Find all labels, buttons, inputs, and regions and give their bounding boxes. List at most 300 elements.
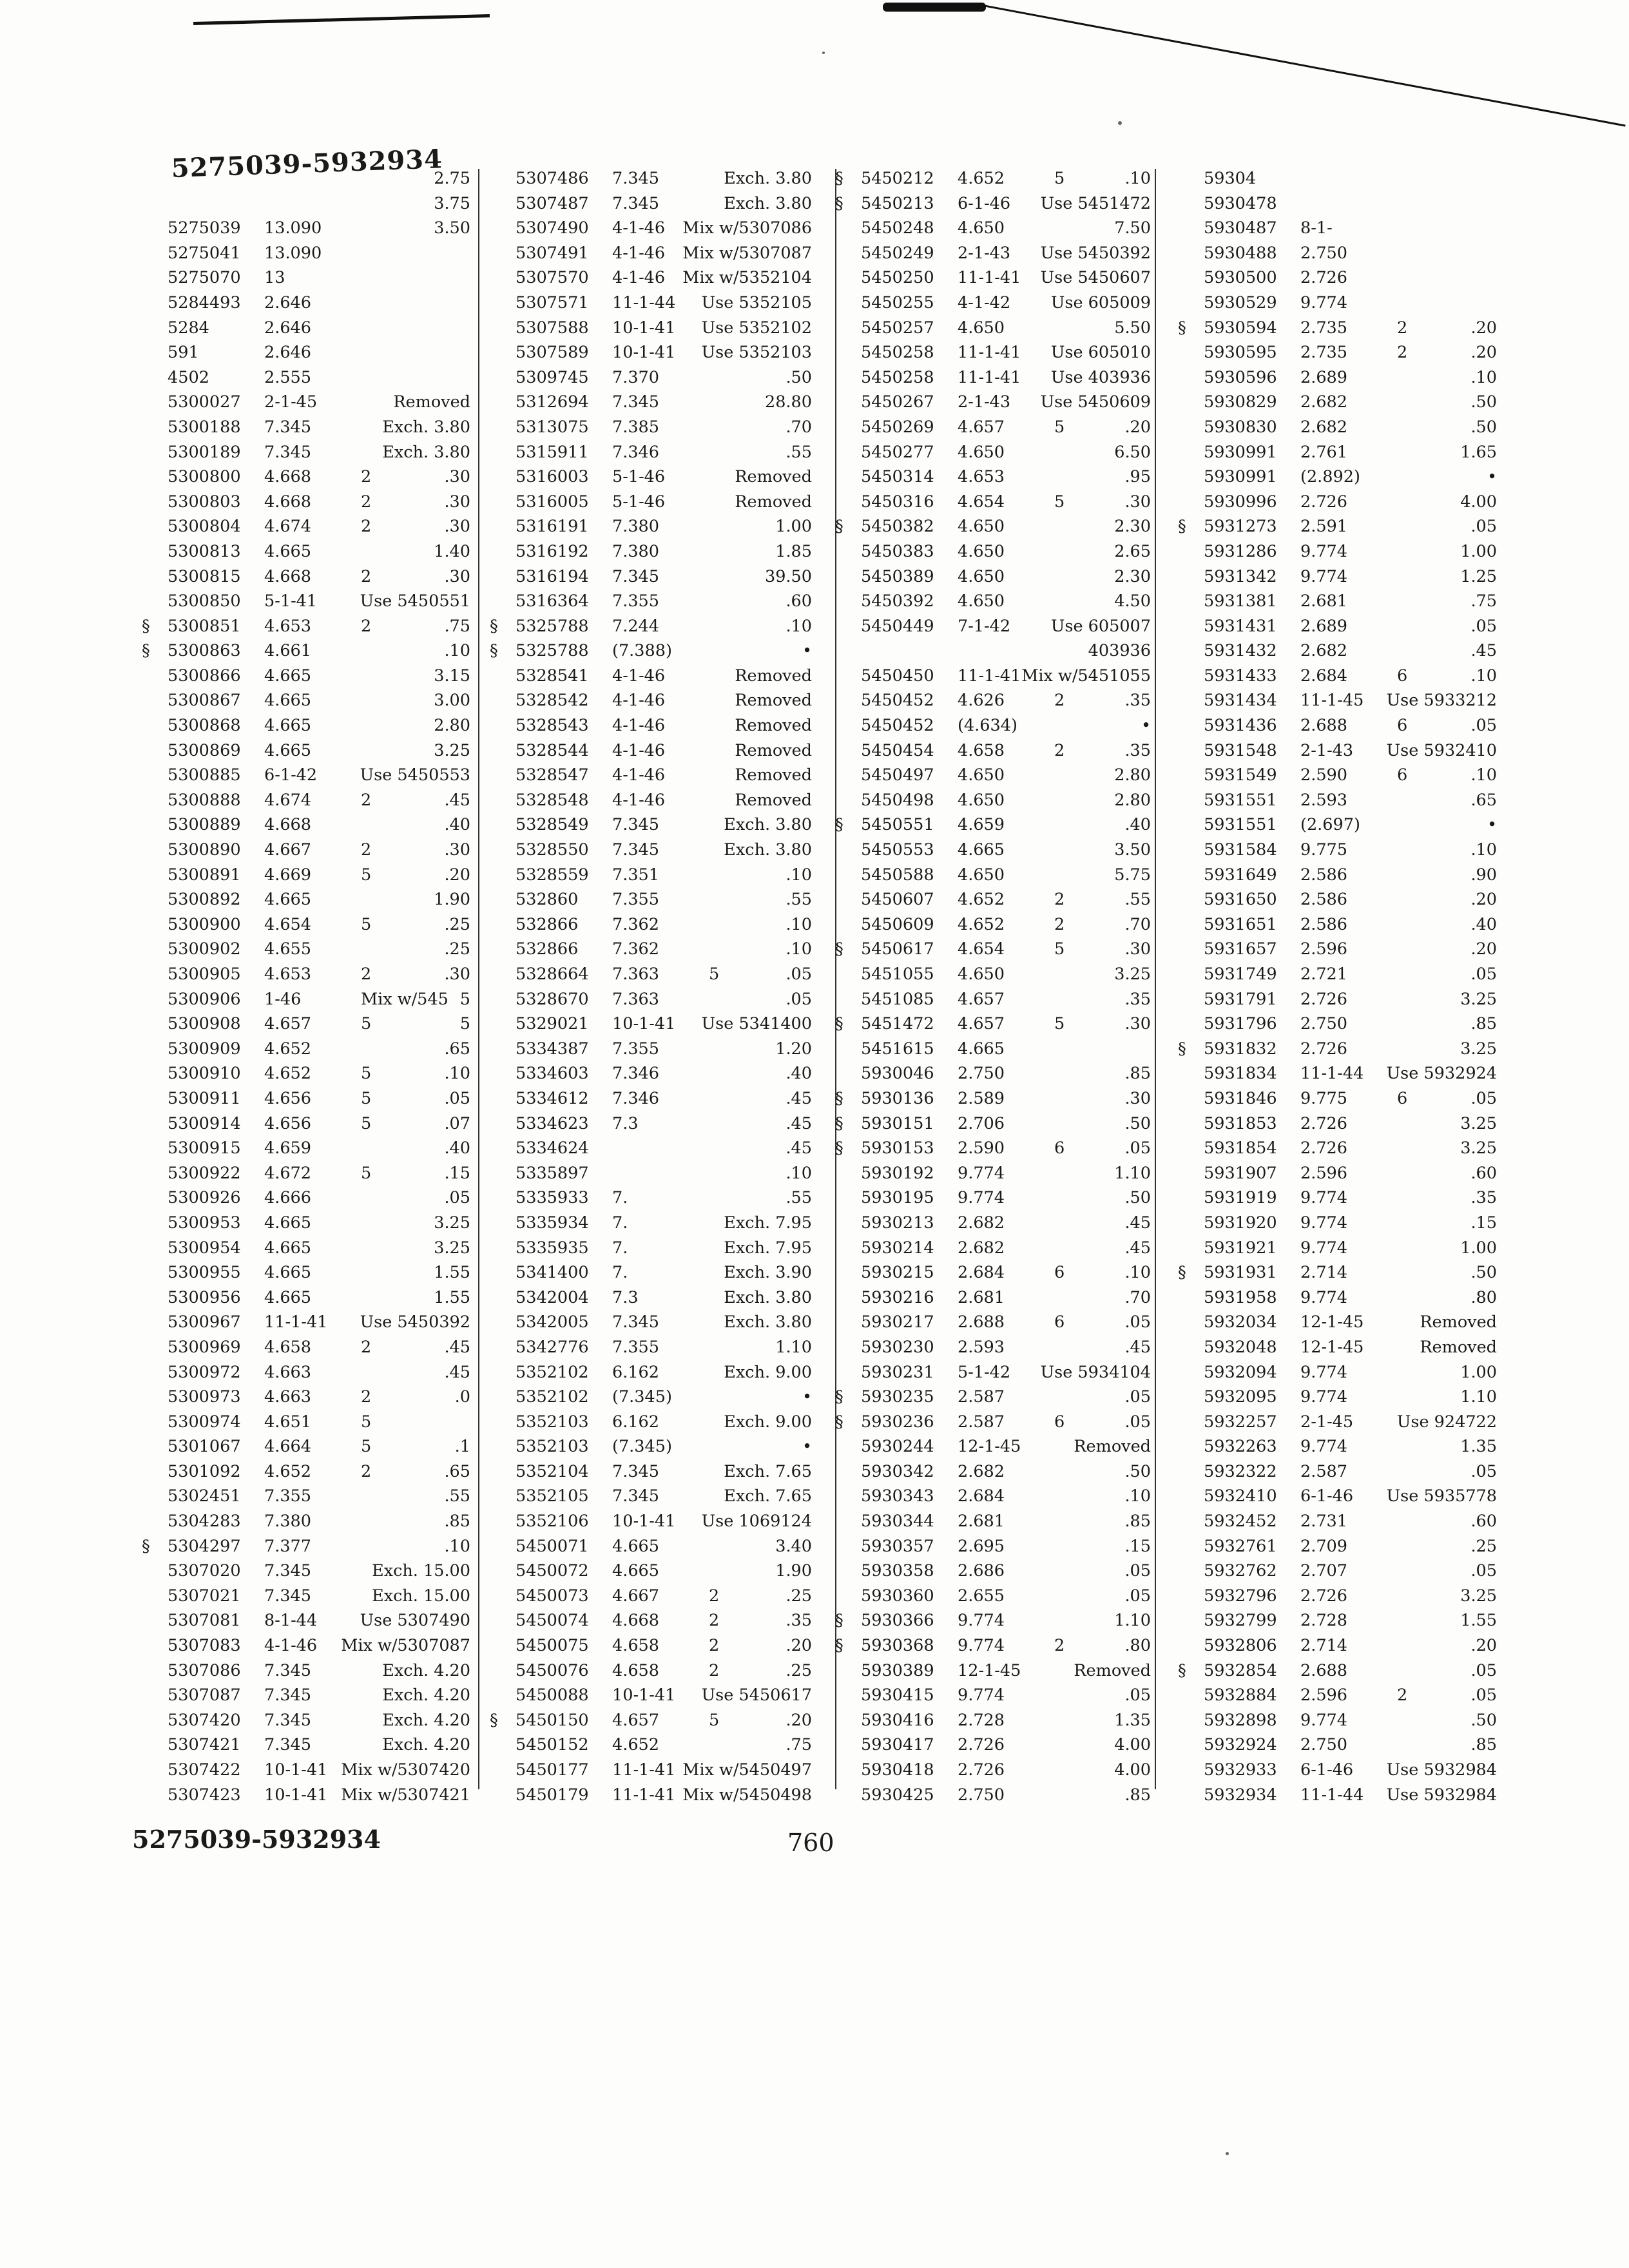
price-or-note: 5.75 [1114,865,1151,885]
price-code-or-date: 7.345 [264,1735,312,1755]
price-code-or-date: 4.652 [612,1735,660,1755]
price-code-or-date: 7.345 [264,1561,312,1581]
price-code-or-date: 4.652 [958,890,1005,910]
part-number: 5300815 [168,566,241,586]
price-code-or-date: 4.626 [958,691,1005,711]
price-or-note: • [802,1437,812,1457]
price-code-or-date: 2.593 [1300,790,1348,810]
price-or-note: 1.25 [1460,566,1497,586]
price-or-note: .40 [1470,914,1497,934]
price-code-or-date: 2.591 [1300,517,1348,537]
price-code-or-date: 7.385 [612,417,660,437]
price-code-or-date: 2.726 [1300,492,1348,512]
table-row [516,788,812,813]
part-number: 5275039 [168,218,241,238]
part-number: 59304 [1204,169,1257,188]
price-code-or-date: 4.668 [612,1611,660,1631]
table-row [516,1484,812,1509]
price-or-note: .1 [454,1437,470,1457]
price-or-note: Use 5933212 [1386,691,1497,711]
price-or-note: Use 5450607 [1040,268,1151,288]
table-row [168,738,470,764]
price-or-note: .45 [1124,1213,1151,1233]
part-number: 5316005 [516,492,589,512]
price-code-or-date: 4.665 [264,1263,312,1283]
table-row [516,1783,812,1808]
part-number: 5328541 [516,666,589,686]
table-row [168,191,470,216]
table-row [516,812,812,838]
part-number: 5930217 [861,1312,934,1332]
part-number: 5284 [168,318,209,338]
price-or-note: .05 [786,989,812,1009]
price-code-or-date: 2.728 [1300,1611,1348,1631]
price-or-note: .10 [786,939,812,959]
price-code-or-date: 7.380 [264,1512,312,1532]
price-code-or-date: 7.346 [612,442,660,462]
price-code-or-date: 10-1-41 [612,318,676,338]
group-number: 2 [361,790,372,810]
price-or-note: Exch. 3.80 [724,193,812,213]
part-number: 5932095 [1204,1387,1277,1407]
price-code-or-date: 2.731 [1300,1512,1348,1532]
price-or-note: Exch. 7.65 [724,1461,812,1481]
part-number: 5335897 [516,1163,589,1183]
price-or-note: 1.10 [1460,1387,1497,1407]
part-number: 5300027 [168,392,241,412]
table-row [1204,1484,1497,1509]
part-number: 5931433 [1204,666,1277,686]
price-code-or-date: 4.650 [958,517,1005,537]
section-mark: § [835,815,843,835]
table-row [168,987,470,1012]
price-or-note: Removed [735,691,812,711]
table-row [516,1186,812,1211]
price-or-note: .85 [1124,1785,1151,1805]
part-number: 5930235 [861,1387,934,1407]
price-or-note: Use 605009 [1050,293,1151,312]
price-code-or-date: 2.689 [1300,367,1348,387]
part-number: 5307083 [168,1636,241,1656]
price-or-note: 2.80 [1114,765,1151,785]
price-code-or-date: 7.377 [264,1536,312,1556]
table-row [861,1061,1151,1086]
price-or-note: .70 [1124,1287,1151,1307]
part-number: 5931657 [1204,939,1277,959]
part-number: 5930830 [1204,417,1277,437]
price-or-note: Removed [735,666,812,686]
price-code-or-date: 4.669 [264,865,312,885]
column-rule [1155,169,1156,1789]
table-row [168,415,470,440]
price-code-or-date: 2.726 [1300,1113,1348,1133]
part-number: 5300953 [168,1213,241,1233]
price-or-note: .75 [1470,591,1497,611]
price-code-or-date: 7.380 [612,541,660,561]
price-or-note: Exch. 9.00 [724,1362,812,1382]
price-code-or-date: (7.345) [612,1437,672,1457]
group-number: 2 [361,1387,372,1407]
price-or-note: Mix w/5307087 [682,243,812,263]
part-number: 5301067 [168,1437,241,1457]
price-or-note: .30 [444,492,470,512]
group-number: 2 [1054,740,1065,760]
part-number: 5930343 [861,1486,934,1506]
part-number: 5302451 [168,1486,241,1506]
price-code-or-date: 11-1-41 [958,268,1021,288]
price-code-or-date: 7.345 [612,840,660,860]
part-number: 5313075 [516,417,589,437]
price-code-or-date: 2.750 [958,1785,1005,1805]
price-code-or-date: 4-1-46 [612,691,666,711]
price-or-note: .10 [786,865,812,885]
table-row [168,1285,470,1311]
part-number: 5450454 [861,740,934,760]
table-row [516,1335,812,1360]
price-code-or-date: 4.652 [264,1461,312,1481]
price-code-or-date: 5-1-46 [612,492,666,512]
section-mark: § [835,1611,843,1631]
group-number: 2 [361,1461,372,1481]
price-code-or-date: 2.706 [958,1113,1005,1133]
price-code-or-date: 7.355 [264,1486,312,1506]
table-row [516,1584,812,1609]
price-or-note: 2.30 [1114,566,1151,586]
table-row [516,1136,812,1161]
table-row [861,614,1151,639]
table-row [861,390,1151,415]
part-number: 5316003 [516,467,589,487]
price-code-or-date: 12-1-45 [1300,1337,1364,1357]
table-row [168,1161,470,1186]
part-number: 5307423 [168,1785,241,1805]
table-row [516,1086,812,1111]
table-row [168,812,470,838]
table-row [516,1683,812,1708]
price-code-or-date: 2.688 [1300,716,1348,736]
price-or-note: .65 [444,1039,470,1059]
price-or-note: .75 [786,1735,812,1755]
part-number: 5932799 [1204,1611,1277,1631]
table-row [861,688,1151,713]
price-code-or-date: 2.750 [1300,1014,1348,1034]
price-code-or-date: 2.596 [1300,1686,1348,1706]
price-or-note: .35 [1124,989,1151,1009]
price-code-or-date: 2.681 [958,1512,1005,1532]
table-row [168,912,470,937]
price-or-note: • [802,1387,812,1407]
group-number: 2 [361,1337,372,1357]
price-code-or-date: 7.345 [612,815,660,835]
table-row [168,937,470,962]
price-code-or-date: 6.162 [612,1362,660,1382]
table-row [1204,1534,1497,1559]
price-or-note: Removed [1420,1312,1497,1332]
part-number: 5300926 [168,1188,241,1208]
part-number: 5932924 [1204,1735,1277,1755]
part-number: 5450452 [861,691,934,711]
price-code-or-date: 2.681 [1300,591,1348,611]
price-code-or-date: 10-1-41 [264,1785,328,1805]
part-number: 5352104 [516,1461,589,1481]
part-number: 5931920 [1204,1213,1277,1233]
price-code-or-date: 5-1-41 [264,591,318,611]
part-number: 5451472 [861,1014,934,1034]
part-number: 5300869 [168,740,241,760]
table-row [142,1534,470,1559]
part-number: 5930136 [861,1088,934,1108]
price-code-or-date: 2.587 [1300,1461,1348,1481]
table-row [516,191,812,216]
part-number: 5450316 [861,492,934,512]
part-number: 5930829 [1204,392,1277,412]
price-or-note: 3.25 [1460,1039,1497,1059]
part-number: 5307487 [516,193,589,213]
price-code-or-date: 7.380 [612,517,660,537]
part-number: 5450072 [516,1561,589,1581]
table-row [1204,1012,1497,1037]
table-row [1204,912,1497,937]
part-number: 5334612 [516,1088,589,1108]
part-number: 5450588 [861,865,934,885]
part-number: 5300188 [168,417,241,437]
table-row [516,1559,812,1584]
table-row [516,390,812,415]
table-row [168,1509,470,1534]
part-number: 4502 [168,367,209,387]
price-or-note: .30 [444,840,470,860]
price-or-note: Exch. 3.80 [724,815,812,835]
section-mark: § [835,1139,843,1158]
price-code-or-date: 2.586 [1300,865,1348,885]
table-row [861,1708,1151,1733]
price-or-note: .45 [444,1362,470,1382]
table-row [168,1260,470,1285]
price-or-note: 1.40 [434,541,470,561]
price-code-or-date: 2.707 [1300,1561,1348,1581]
table-row [516,340,812,365]
price-or-note: .35 [1124,740,1151,760]
table-row [1204,1360,1497,1385]
group-number: 2 [709,1636,720,1656]
price-or-note: Exch. 4.20 [382,1686,470,1706]
table-row [168,1733,470,1758]
table-row [1204,1186,1497,1211]
table-row [168,316,470,341]
price-or-note: .10 [1124,1263,1151,1283]
part-number: 5450392 [861,591,934,611]
table-row [168,291,470,316]
part-number: 5450177 [516,1760,589,1780]
part-number: 5450277 [861,442,934,462]
price-code-or-date: 4.664 [264,1437,312,1457]
price-or-note: .20 [1470,890,1497,910]
part-number: 5300803 [168,492,241,512]
price-or-note: 5 [459,1014,470,1034]
price-or-note: 4.00 [1114,1760,1151,1780]
table-row [1204,639,1497,664]
price-or-note: 1.55 [434,1287,470,1307]
price-or-note: Exch. 4.20 [382,1735,470,1755]
table-row [168,1086,470,1111]
part-number: 5932452 [1204,1512,1277,1532]
section-mark: § [835,1014,843,1034]
price-or-note: .10 [1124,1486,1151,1506]
table-row [168,465,470,490]
price-code-or-date: 2.590 [958,1139,1005,1158]
part-number: 5284493 [168,293,241,312]
part-number: 5450071 [516,1536,589,1556]
price-or-note: Mix w/5352104 [682,268,812,288]
part-number: 5307420 [168,1710,241,1730]
price-code-or-date: 4.667 [612,1586,660,1606]
price-code-or-date: 7.345 [264,1660,312,1680]
part-number: 5450212 [861,169,934,188]
part-number: 5931796 [1204,1014,1277,1034]
table-row [168,1484,470,1509]
part-number: 5352103 [516,1412,589,1432]
price-or-note: 28.80 [764,392,812,412]
part-number: 5930214 [861,1238,934,1258]
table-row [861,1733,1151,1758]
group-number: 6 [1054,1412,1065,1432]
table-row [861,241,1151,266]
price-code-or-date: 4.672 [264,1163,312,1183]
price-or-note: .85 [1124,1512,1151,1532]
price-code-or-date: 4.657 [612,1710,660,1730]
part-number: 5931749 [1204,965,1277,984]
price-code-or-date: 2.726 [958,1735,1005,1755]
price-or-note: .25 [444,939,470,959]
price-or-note: 4.00 [1460,492,1497,512]
part-number: 5930418 [861,1760,934,1780]
part-number: 5930360 [861,1586,934,1606]
price-code-or-date: 4.651 [264,1412,312,1432]
price-code-or-date: 4.652 [958,914,1005,934]
part-number: 5300889 [168,815,241,835]
table-row [1204,1310,1497,1335]
price-code-or-date: 2.589 [958,1088,1005,1108]
price-or-note: .60 [1470,1512,1497,1532]
price-code-or-date: 7.355 [612,591,660,611]
part-number: 5328670 [516,989,589,1009]
table-row [861,539,1151,564]
group-number: 6 [1397,1088,1408,1108]
price-or-note: .50 [1124,1188,1151,1208]
table-row [835,1385,1151,1410]
price-code-or-date: 7.355 [612,1039,660,1059]
table-row [516,838,812,863]
group-number: 5 [1054,169,1065,188]
price-or-note: .30 [1124,1088,1151,1108]
price-code-or-date: 4.654 [958,492,1005,512]
price-code-or-date: 12-1-45 [1300,1312,1364,1332]
table-row [861,440,1151,465]
price-or-note: .55 [444,1486,470,1506]
part-number: 5307490 [516,218,589,238]
part-number: 5932898 [1204,1710,1277,1730]
part-number: 5450449 [861,616,934,636]
table-row [168,763,470,788]
price-code-or-date: 4.658 [264,1337,312,1357]
price-code-or-date: 7.345 [264,442,312,462]
part-number: 5341400 [516,1263,589,1283]
part-number: 5328664 [516,965,589,984]
price-or-note: 3.25 [1460,1139,1497,1158]
price-code-or-date: 4-1-46 [612,268,666,288]
price-or-note: 3.40 [775,1536,812,1556]
price-or-note: Exch. 7.65 [724,1486,812,1506]
table-row [1204,291,1497,316]
table-row [168,490,470,515]
price-or-note: Exch. 15.00 [372,1561,470,1581]
price-code-or-date: 4.657 [958,989,1005,1009]
table-row [861,291,1151,316]
part-number: 5930244 [861,1437,934,1457]
table-row [168,1658,470,1684]
table-row [168,1434,470,1459]
table-row [490,614,812,639]
table-row [1204,1161,1497,1186]
group-number: 5 [361,914,372,934]
part-number: 5932854 [1204,1660,1277,1680]
part-number: 5300969 [168,1337,241,1357]
section-mark: § [1178,318,1186,338]
price-or-note: 5.50 [1114,318,1151,338]
price-or-note: .75 [444,616,470,636]
price-or-note: Use 5932984 [1386,1760,1497,1780]
part-number: 5328559 [516,865,589,885]
table-row [861,316,1151,341]
table-row [1204,1136,1497,1161]
price-or-note: .20 [444,865,470,885]
price-code-or-date: 7. [612,1188,628,1208]
price-or-note: Mix w/5307087 [341,1636,470,1656]
price-or-note: .95 [1124,467,1151,487]
price-or-note: .05 [444,1088,470,1108]
price-code-or-date: 4.668 [264,467,312,487]
price-or-note: Mix w/5450498 [682,1785,812,1805]
price-or-note: .20 [1124,417,1151,437]
part-number: 5930500 [1204,268,1277,288]
table-row [168,713,470,738]
table-row [1204,241,1497,266]
price-code-or-date: 2.555 [264,367,312,387]
table-row [1204,664,1497,689]
table-row [168,1385,470,1410]
price-code-or-date: 4.674 [264,517,312,537]
price-code-or-date: 7.345 [612,392,660,412]
price-code-or-date: 10-1-41 [612,343,676,363]
part-number: 5307588 [516,318,589,338]
part-number: 5300914 [168,1113,241,1133]
price-or-note: .45 [786,1088,812,1108]
table-row [516,440,812,465]
price-code-or-date: 4.650 [958,790,1005,810]
part-number: 5316194 [516,566,589,586]
price-code-or-date: 2.587 [958,1387,1005,1407]
price-code-or-date: (4.634) [958,716,1017,736]
table-row [516,490,812,515]
table-row [1204,1733,1497,1758]
price-or-note: Use 605007 [1050,616,1151,636]
part-number: 5450073 [516,1586,589,1606]
price-code-or-date: 2.714 [1300,1263,1348,1283]
price-code-or-date: 4-1-46 [612,790,666,810]
table-row [835,937,1151,962]
part-number: 5450248 [861,218,934,238]
price-or-note: .05 [1470,965,1497,984]
